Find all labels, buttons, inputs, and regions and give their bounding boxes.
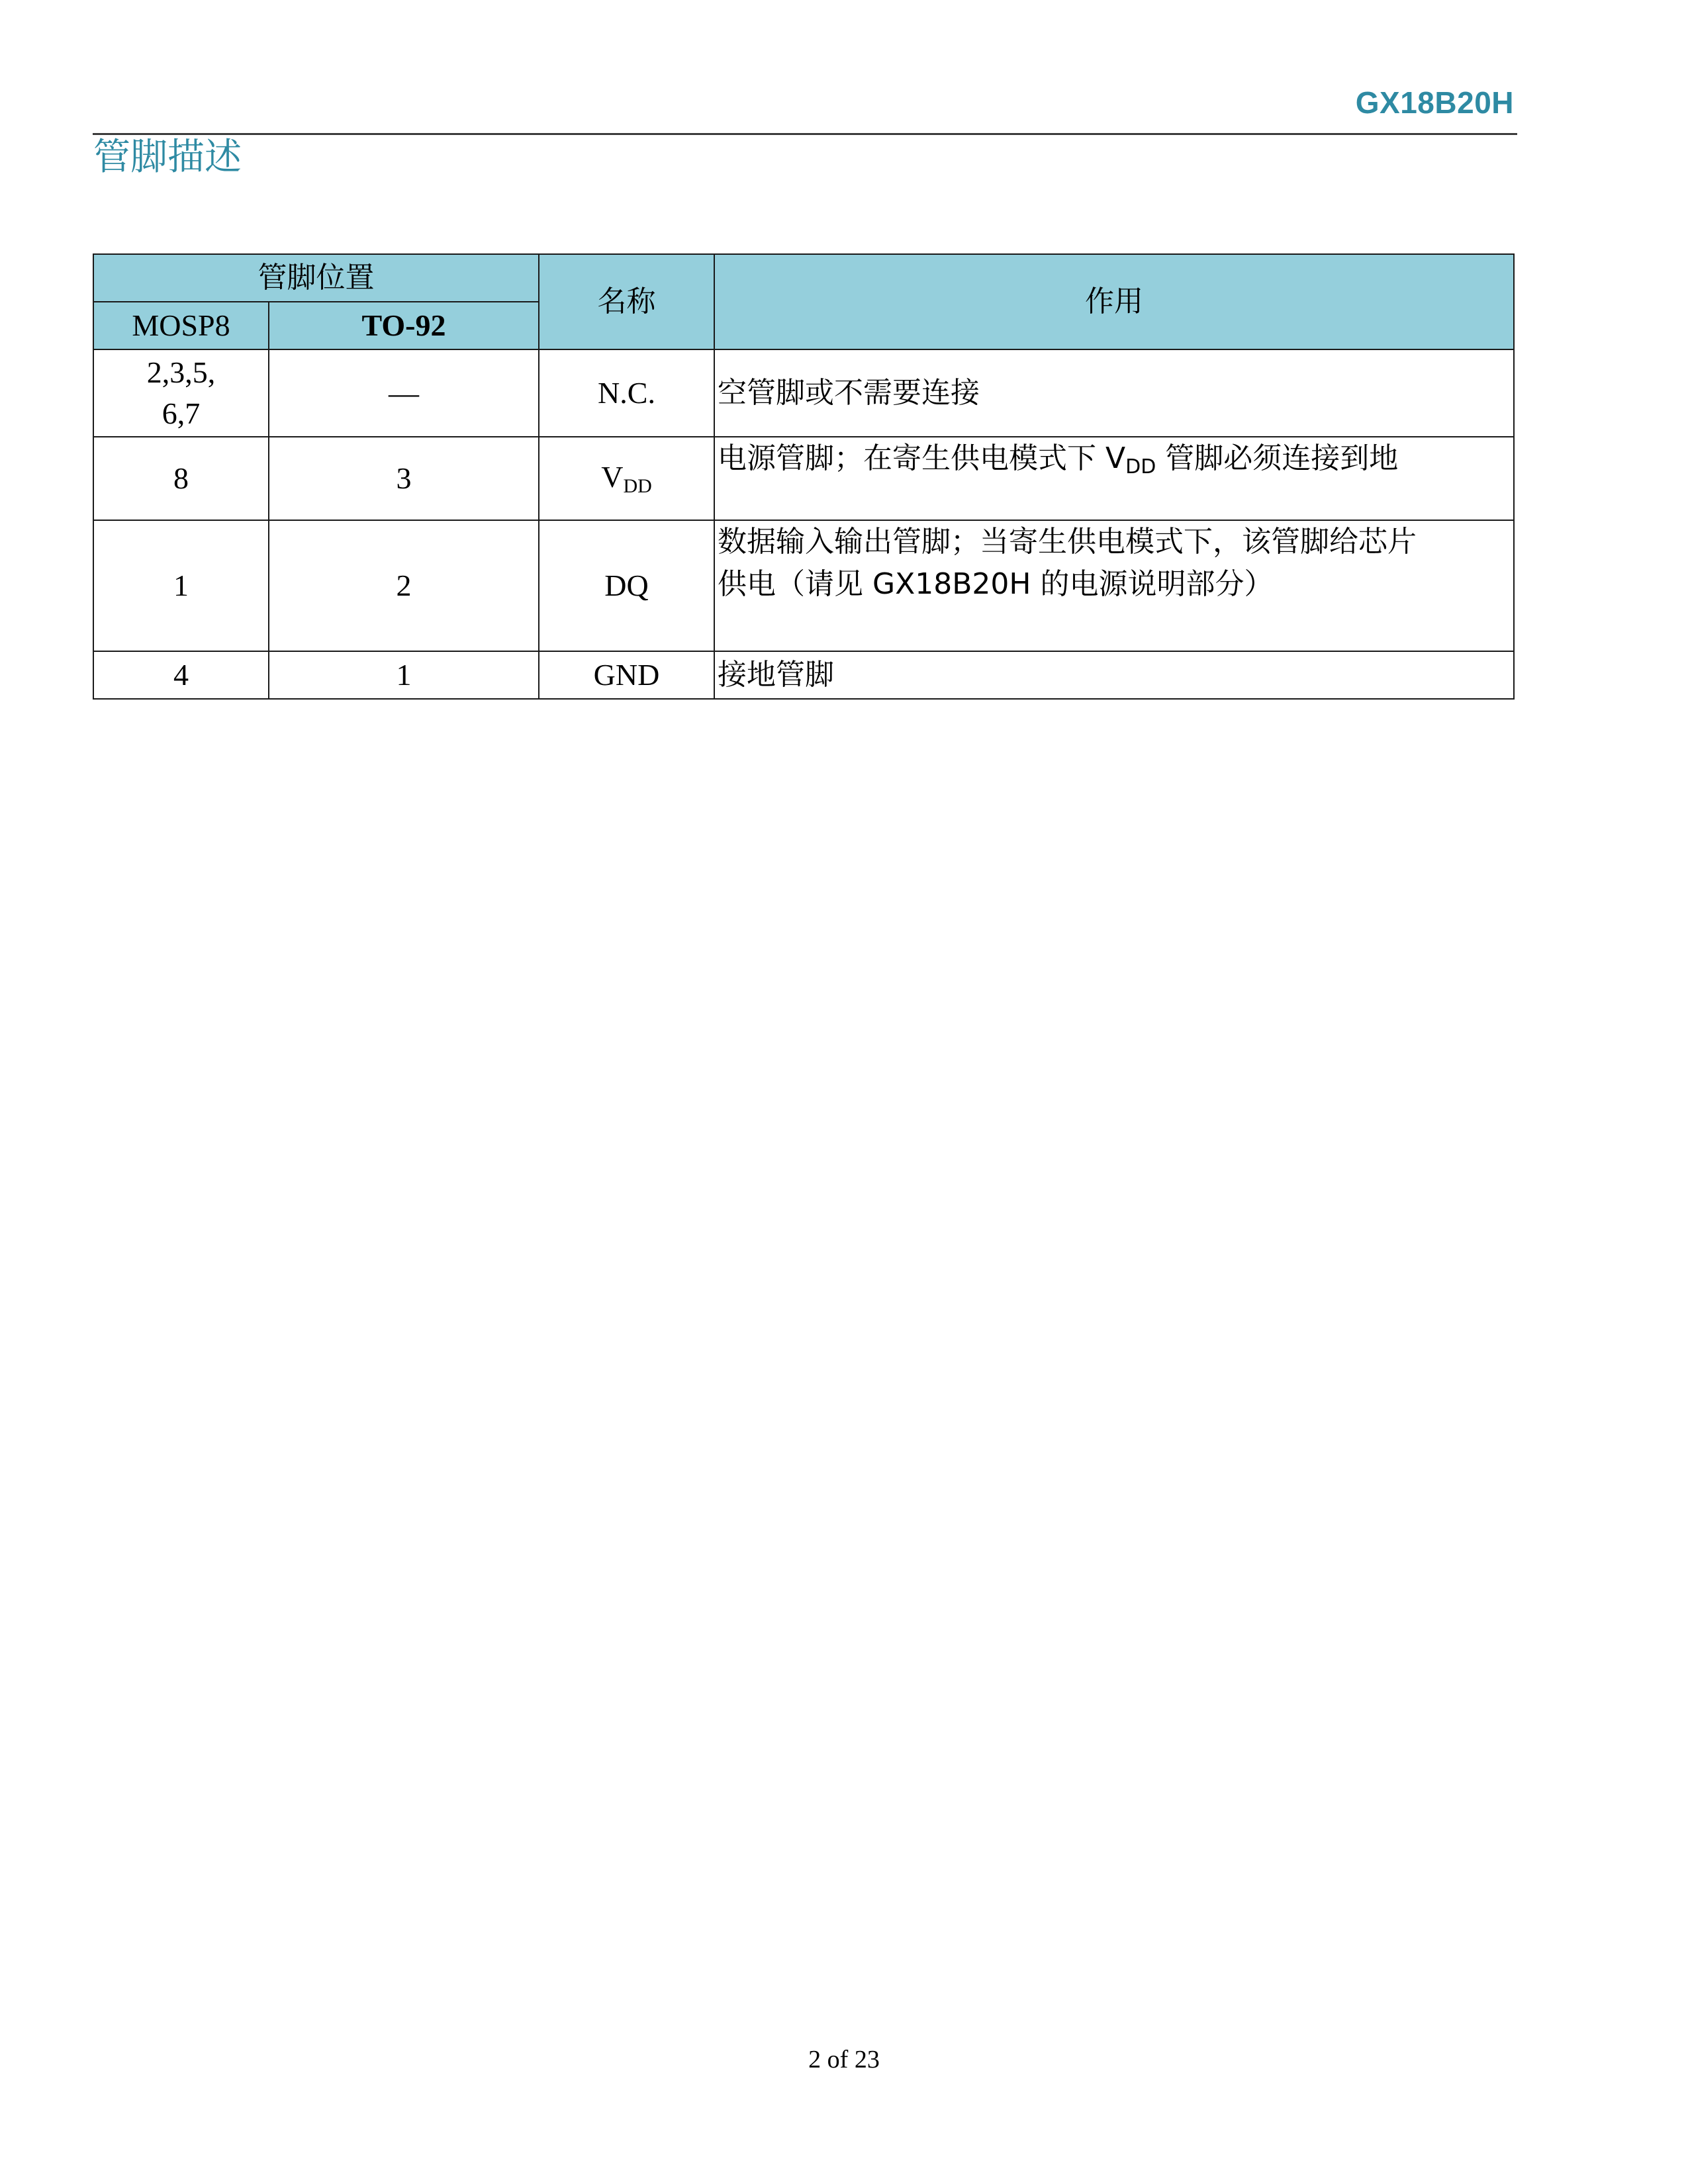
cell-mosp8: 8	[93, 437, 269, 520]
table-row	[93, 651, 1514, 699]
cell-description: 空管脚或不需要连接	[714, 349, 1514, 437]
cell-to92: 3	[269, 437, 539, 520]
cell-mosp8: 4	[93, 651, 269, 699]
cell-mosp8	[93, 349, 269, 437]
table-header-row	[93, 254, 1514, 302]
cell-description	[714, 520, 1514, 651]
document-id: GX18B20H	[1355, 85, 1514, 120]
cell-to92: 2	[269, 520, 539, 651]
pin-description-table	[93, 253, 1515, 700]
page-number: 2 of 23	[808, 2046, 880, 2073]
header-to92: TO-92	[269, 302, 539, 349]
header-mosp8: MOSP8	[93, 302, 269, 349]
desc-line1: 数据输入输出管脚；当寄生供电模式下，该管脚给芯片	[718, 525, 1417, 559]
cell-description	[714, 437, 1514, 520]
cell-to92: —	[269, 349, 539, 437]
cell-mosp8-line1: 2,3,5,	[146, 355, 216, 389]
header-name: 名称	[539, 254, 714, 349]
desc-pre: 电源管脚；在寄生供电模式下 V	[718, 441, 1126, 475]
cell-name: GND	[539, 651, 714, 699]
cell-mosp8-line2: 6,7	[162, 396, 201, 430]
cell-name	[539, 437, 714, 520]
name-subscript: DD	[623, 475, 652, 498]
table-row	[93, 349, 1514, 437]
header-pin-position: 管脚位置	[93, 254, 539, 302]
desc-line2: 供电（请见 GX18B20H 的电源说明部分）	[718, 567, 1274, 601]
cell-mosp8: 1	[93, 520, 269, 651]
table-row	[93, 437, 1514, 520]
section-title: 管脚描述	[93, 136, 242, 179]
header-rule	[93, 133, 1517, 135]
cell-to92: 1	[269, 651, 539, 699]
cell-name: N.C.	[539, 349, 714, 437]
cell-name: DQ	[539, 520, 714, 651]
desc-post: 管脚必须连接到地	[1156, 441, 1399, 475]
cell-description: 接地管脚	[714, 651, 1514, 699]
table-row	[93, 520, 1514, 651]
desc-subscript: DD	[1125, 455, 1156, 478]
name-main: V	[601, 460, 624, 494]
header-function: 作用	[714, 254, 1514, 349]
